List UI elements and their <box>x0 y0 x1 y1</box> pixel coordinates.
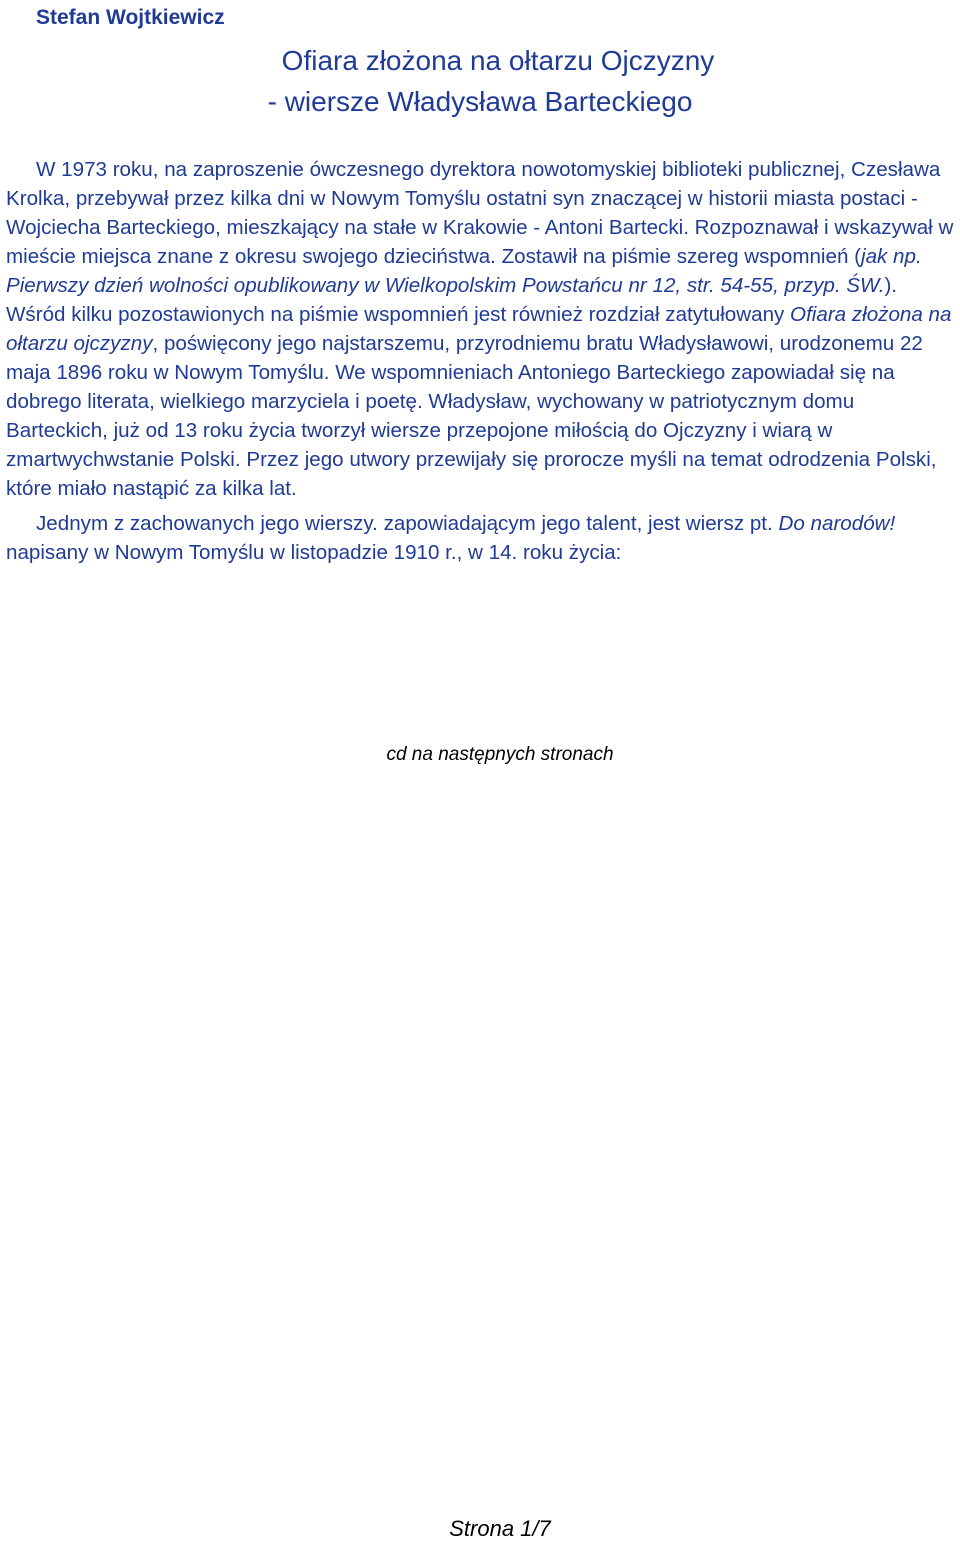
paragraph-2-text-b: napisany w Nowym Tomyślu w listopadzie 1910 r., w 14. roku życia: <box>6 541 622 564</box>
paragraph-1 <box>6 155 958 503</box>
author-name: Stefan Wojtkiewicz <box>36 6 225 29</box>
paragraph-1-italic-a: jak np. Pierwszy dzień wolności opublikowany w Wielkopolskim Powstańcu nr 12, str. 54-55, przyp. ŚW. <box>6 245 922 297</box>
continued-note: cd na następnych stronach <box>386 744 614 765</box>
paragraph-2 <box>6 509 958 567</box>
title-line-1: Ofiara złożona na ołtarzu Ojczyzny <box>281 45 715 76</box>
paragraph-1-text-b: ). Wśród kilku pozostawionych na piśmie wspomnień jest również rozdział zatytułowany <box>6 274 898 326</box>
article-body <box>6 155 958 567</box>
article-title <box>0 40 960 122</box>
paragraph-1-italic-b: Ofiara złożona na ołtarzu ojczyzny <box>6 303 952 355</box>
paragraph-1-text-c: , poświęcony jego najstarszemu, przyrodniemu bratu Władysławowi, urodzonemu 22 maja 1896 roku w Nowym Tomyślu. We wspomnieniach Antoniego Barteckiego zapowiadał się na dobrego literata, wielkiego marzyciela i poetę. Władysław, wychowany w patriotycznym domu Barteckich, już od 13 roku życia tworzył wiersze przepojone miłością do Ojczyzny i wiarą w zmartwychwstanie Polski. Przez jego utwory przewijały się prorocze myśli na temat odrodzenia Polski, które miało nastąpić za kilka lat. <box>6 332 937 500</box>
page-number: Strona 1/7 <box>449 1516 551 1541</box>
title-line-2: - wiersze Władysława Barteckiego <box>267 86 693 117</box>
paragraph-2-italic: Do narodów! <box>778 512 896 535</box>
paragraph-1-text-a: W 1973 roku, na zaproszenie ówczesnego dyrektora nowotomyskiej biblioteki publicznej, Czesława Krolka, przebywał przez kilka dni w Nowym Tomyślu ostatni syn znaczącej w historii miasta postaci - Wojciecha Barteckiego, mieszkający na stałe w Krakowie - Antoni Bartecki. Rozpoznawał i wskazywał w mieście miejsca znane z okresu swojego dzieciństwa. Zostawił na piśmie szereg wspomnień ( <box>6 158 954 268</box>
paragraph-2-text-a: Jednym z zachowanych jego wierszy. zapowiadającym jego talent, jest wiersz pt. <box>36 512 779 535</box>
